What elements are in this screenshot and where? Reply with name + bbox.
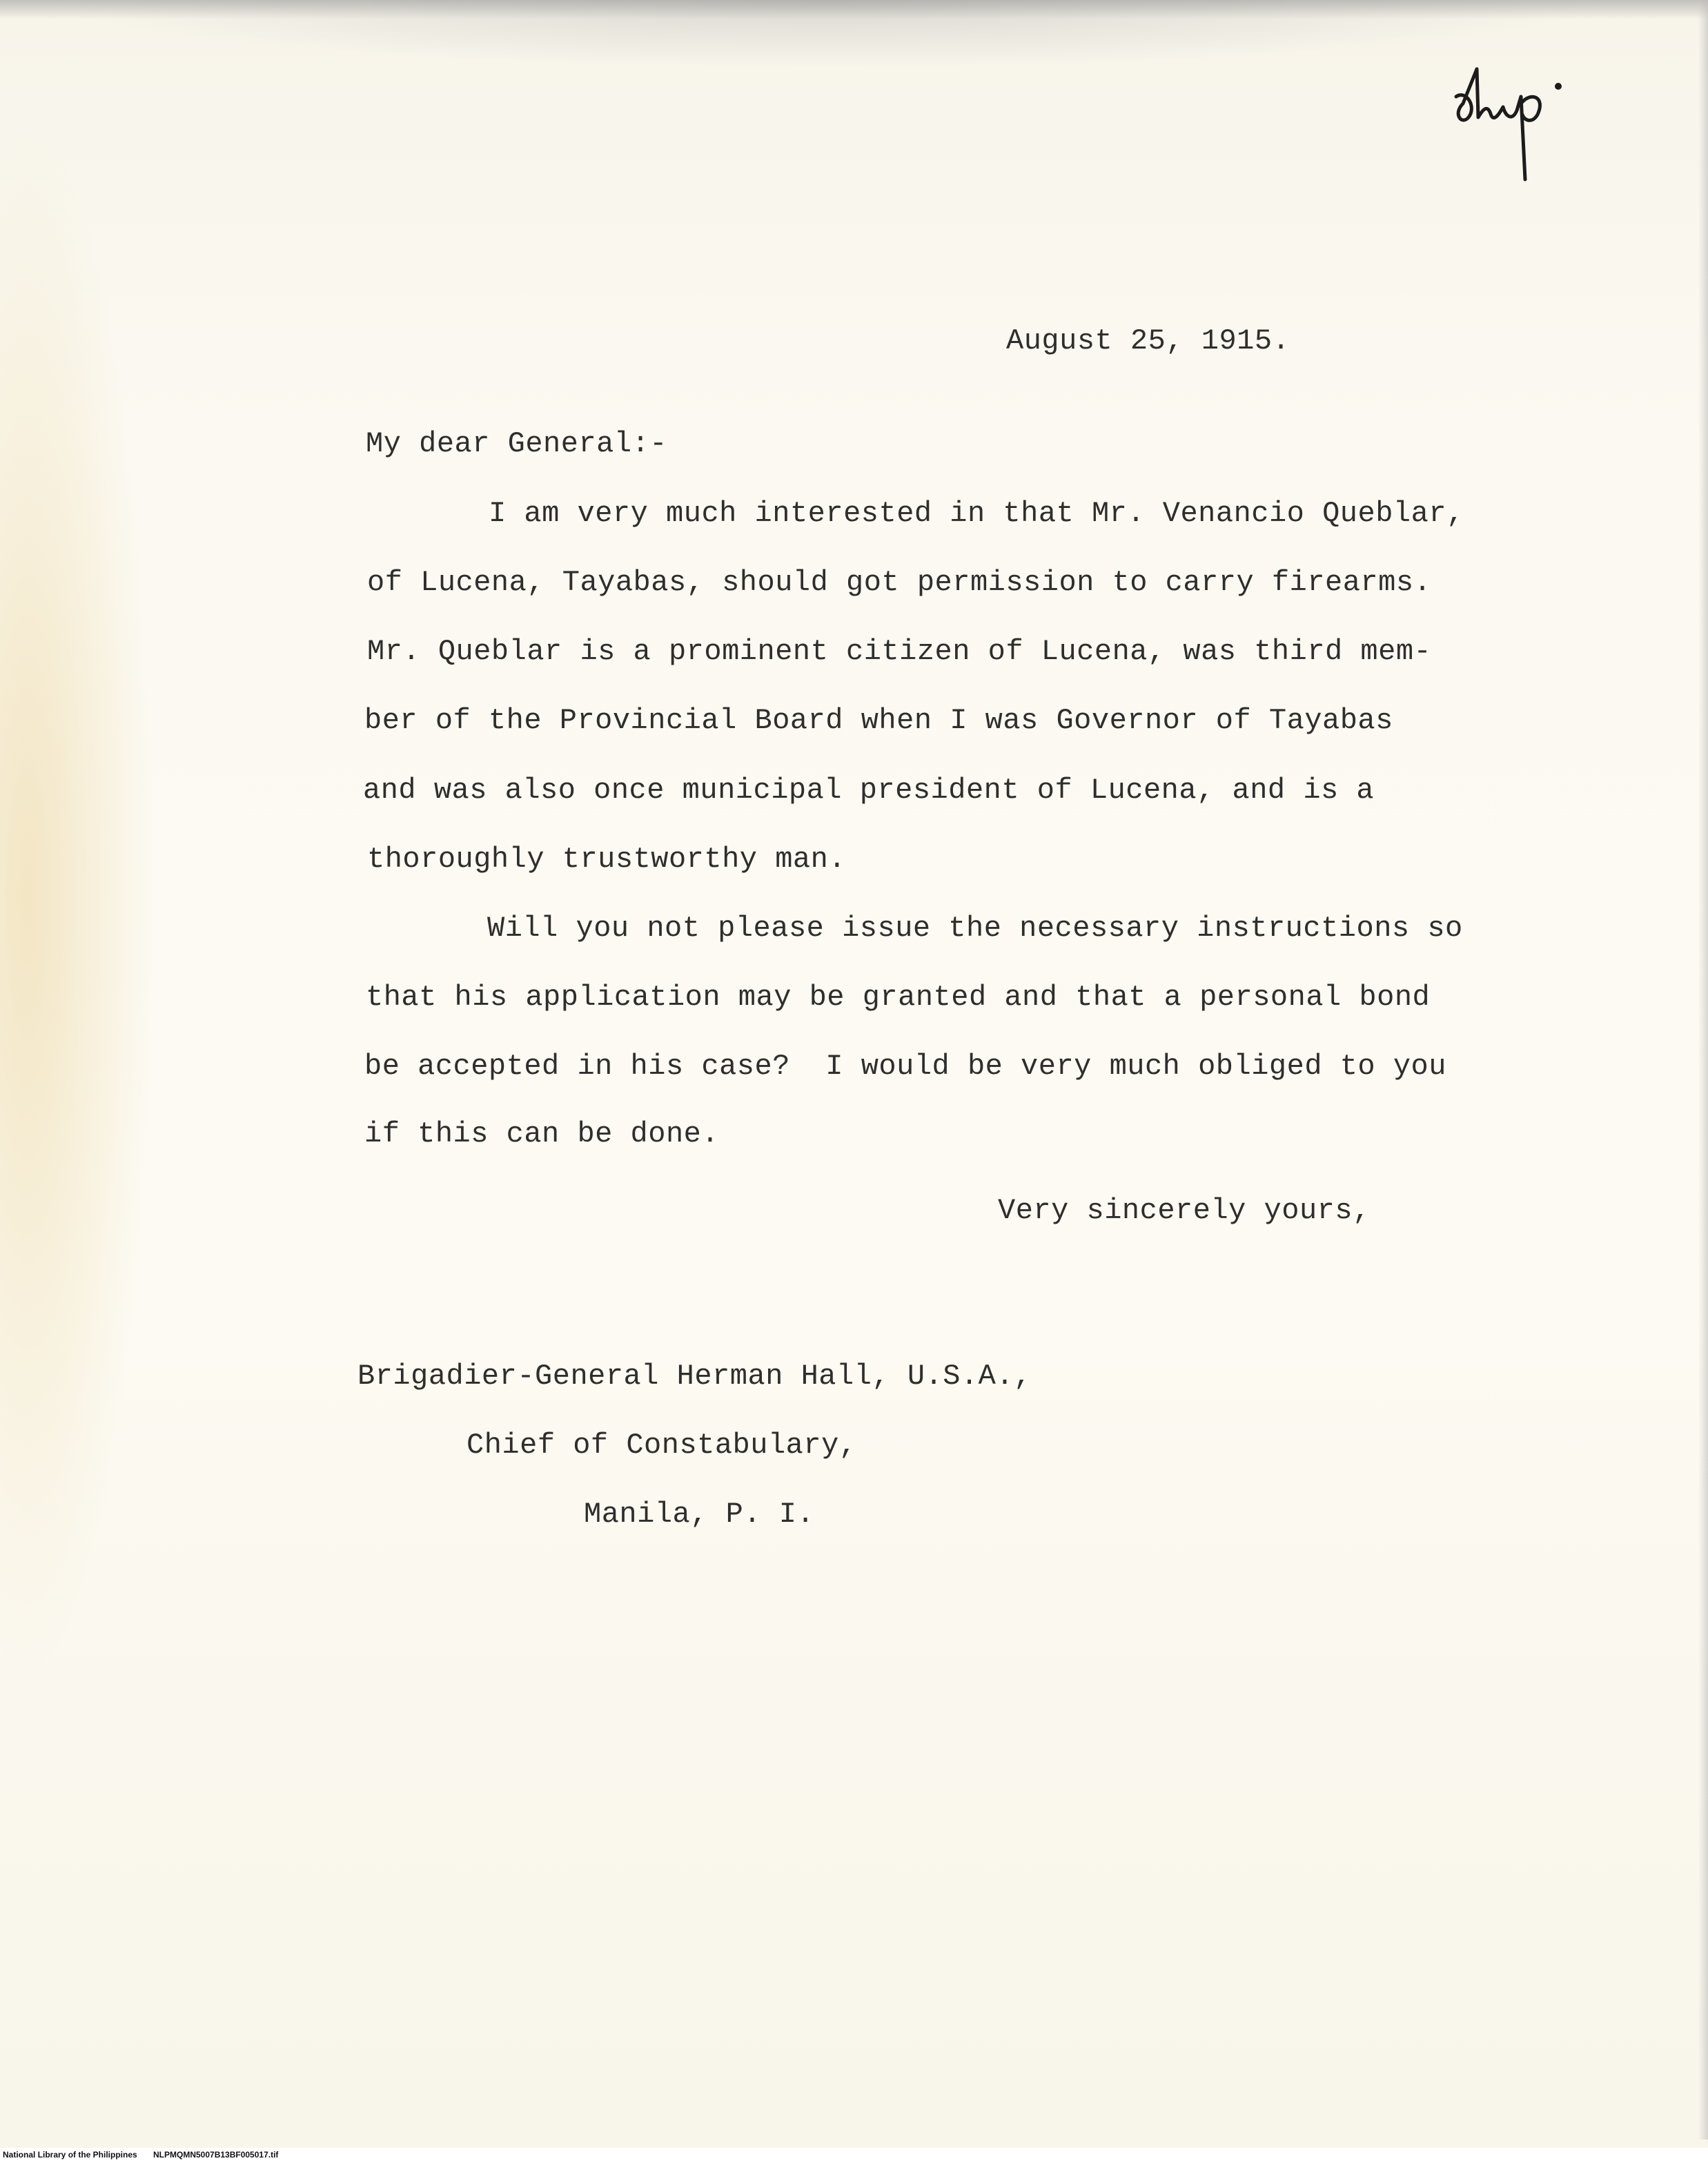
scan-top-shadow xyxy=(0,0,1708,19)
body-line: if this can be done. xyxy=(364,1117,720,1151)
body-line: and was also once municipal president of Lucena, and is a xyxy=(363,774,1375,807)
letter-closing: Very sincerely yours, xyxy=(998,1194,1371,1227)
body-line: be accepted in his case? I would be very much obliged to you xyxy=(364,1050,1446,1083)
addressee-line: Manila, P. I. xyxy=(584,1498,815,1531)
body-line: of Lucena, Tayabas, should got permission to carry firearms. xyxy=(367,566,1432,599)
footer-institution: National Library of the Philippines xyxy=(3,2150,137,2160)
addressee-line: Chief of Constabulary, xyxy=(467,1429,857,1462)
letter-salutation: My dear General:- xyxy=(366,427,667,460)
handwritten-dup-note xyxy=(1449,48,1567,186)
body-line: ber of the Provincial Board when I was Governor of Tayabas xyxy=(364,704,1393,737)
body-line: Mr. Queblar is a prominent citizen of Lucena, was third mem- xyxy=(367,635,1432,668)
addressee-line: Brigadier-General Herman Hall, U.S.A., xyxy=(357,1360,1032,1393)
letter-date: August 25, 1915. xyxy=(1006,324,1290,358)
body-line: I am very much interested in that Mr. Venancio Queblar, xyxy=(489,497,1464,530)
body-line: Will you not please issue the necessary instructions so xyxy=(487,912,1463,945)
body-line: that his application may be granted and that a personal bond xyxy=(366,981,1431,1014)
scan-right-edge xyxy=(1698,0,1708,2140)
footer-file-id: NLPMQMN5007B13BF005017.tif xyxy=(153,2150,279,2160)
body-line: thoroughly trustworthy man. xyxy=(367,843,847,876)
